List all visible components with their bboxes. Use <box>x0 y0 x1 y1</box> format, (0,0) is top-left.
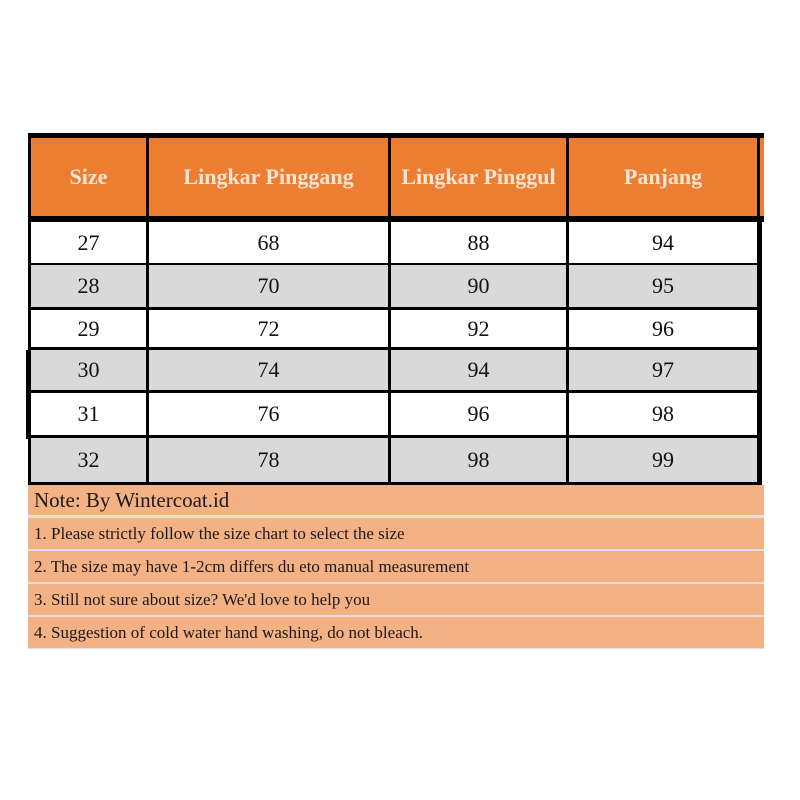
table-row <box>28 393 762 438</box>
cell-size: 30 <box>31 350 146 390</box>
left-border-accent <box>26 350 31 439</box>
cell-lingkar-pinggul: 96 <box>391 393 566 435</box>
header-size: Size <box>31 138 146 216</box>
cell-size: 27 <box>31 222 146 263</box>
cell-lingkar-pinggang: 70 <box>149 265 388 307</box>
cell-lingkar-pinggul: 98 <box>391 438 566 482</box>
cell-size: 29 <box>31 310 146 347</box>
cell-lingkar-pinggul: 94 <box>391 350 566 390</box>
header-lingkar-pinggang: Lingkar Pinggang <box>149 138 388 216</box>
header-lingkar-pinggul: Lingkar Pinggul <box>391 138 566 216</box>
cell-lingkar-pinggang: 76 <box>149 393 388 435</box>
cell-size: 32 <box>31 438 146 482</box>
note-item-4: 4. Suggestion of cold water hand washing, do not bleach. <box>28 617 764 648</box>
notes-section <box>28 485 764 649</box>
table-row <box>28 310 762 350</box>
cell-lingkar-pinggang: 74 <box>149 350 388 390</box>
note-item-1: 1. Please strictly follow the size chart to select the size <box>28 518 764 549</box>
note-item-2: 2. The size may have 1-2cm differs du eto manual measurement <box>28 551 764 582</box>
header-edge <box>760 138 764 216</box>
note-item-3: 3. Still not sure about size? We'd love to help you <box>28 584 764 615</box>
cell-lingkar-pinggang: 78 <box>149 438 388 482</box>
notes-title: Note: By Wintercoat.id <box>28 485 764 515</box>
cell-lingkar-pinggang: 68 <box>149 222 388 263</box>
cell-size: 31 <box>31 393 146 435</box>
cell-lingkar-pinggul: 92 <box>391 310 566 347</box>
table-row <box>28 350 762 393</box>
cell-lingkar-pinggul: 90 <box>391 265 566 307</box>
cell-panjang: 94 <box>569 222 757 263</box>
table-header <box>28 133 764 222</box>
cell-lingkar-pinggul: 88 <box>391 222 566 263</box>
table-row <box>28 265 762 310</box>
cell-panjang: 95 <box>569 265 757 307</box>
cell-panjang: 99 <box>569 438 757 482</box>
cell-size: 28 <box>31 265 146 307</box>
cell-lingkar-pinggang: 72 <box>149 310 388 347</box>
header-panjang: Panjang <box>569 138 757 216</box>
cell-panjang: 97 <box>569 350 757 390</box>
table-row <box>28 438 762 485</box>
cell-panjang: 96 <box>569 310 757 347</box>
table-row <box>28 222 762 266</box>
cell-panjang: 98 <box>569 393 757 435</box>
